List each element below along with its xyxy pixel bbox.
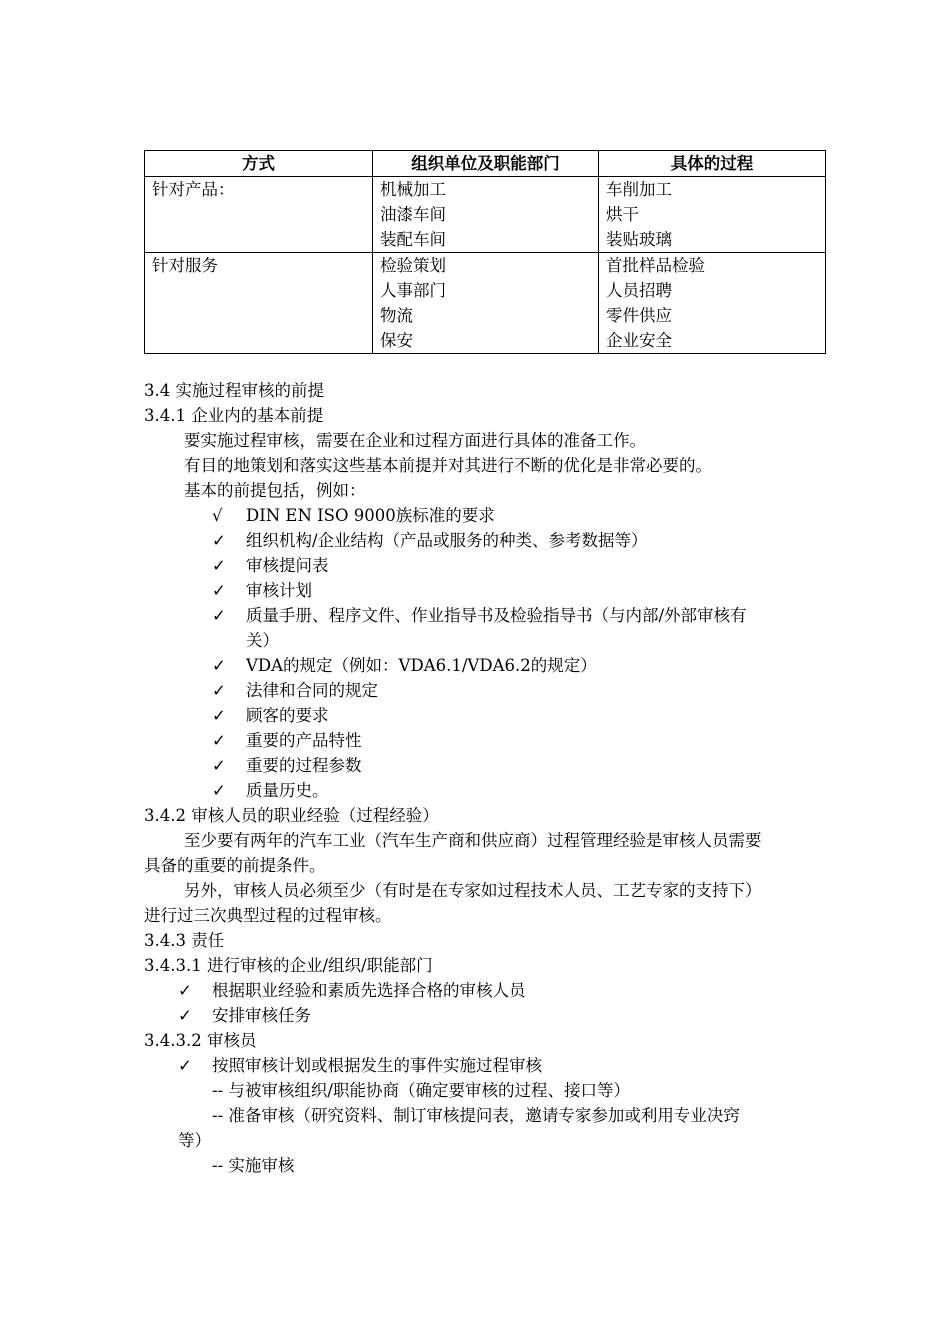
sub-item-continuation: 等） <box>178 1131 211 1150</box>
list-item-text: 重要的过程参数 <box>246 756 362 775</box>
list-item-text: 审核计划 <box>246 581 312 600</box>
checkmark-icon: ✓ <box>212 681 226 700</box>
paragraph: 基本的前提包括，例如： <box>184 481 366 500</box>
list-item <box>178 1003 311 1028</box>
list-item-text: 组织机构/企业结构（产品或服务的种类、参考数据等） <box>246 531 648 550</box>
cell-text: 针对产品： <box>152 180 235 199</box>
process-table <box>144 150 826 354</box>
list-item-text: 重要的产品特性 <box>246 731 362 750</box>
table-cell-mode <box>145 177 373 253</box>
paragraph: 要实施过程审核，需要在企业和过程方面进行具体的准备工作。 <box>184 431 646 450</box>
cell-text: 零件供应 <box>606 306 672 325</box>
checkmark-icon: ✓ <box>178 1006 192 1025</box>
cell-text: 车削加工 <box>606 180 672 199</box>
table-cell-units <box>373 253 599 354</box>
cell-text: 检验策划 <box>380 256 446 275</box>
section-heading-3-4-2: 3.4.2 审核人员的职业经验（过程经验） <box>144 806 439 825</box>
checkmark-icon: ✓ <box>212 581 226 600</box>
sub-item: -- 与被审核组织/职能协商（确定要审核的过程、接口等） <box>212 1081 630 1100</box>
list-item <box>212 653 597 678</box>
list-item <box>178 1053 542 1078</box>
table-row <box>145 253 826 354</box>
cell-text: 油漆车间 <box>380 205 446 224</box>
checkmark-icon: ✓ <box>212 731 226 750</box>
cell-text: 首批样品检验 <box>606 256 705 275</box>
list-item-text: 安排审核任务 <box>212 1006 311 1025</box>
section-heading-3-4-3-2: 3.4.3.2 审核员 <box>144 1031 257 1050</box>
checkmark-icon: ✓ <box>212 706 226 725</box>
checkmark-icon: ✓ <box>212 606 226 625</box>
list-item <box>212 578 312 603</box>
checkmark-icon: ✓ <box>212 756 226 775</box>
table-row <box>145 177 826 253</box>
table-header-processes: 具体的过程 <box>599 151 826 177</box>
list-item-text: VDA的规定（例如：VDA6.1/VDA6.2的规定） <box>246 656 597 675</box>
list-item <box>178 978 526 1003</box>
table-cell-processes <box>599 253 826 354</box>
table-header-units: 组织单位及职能部门 <box>373 151 599 177</box>
paragraph: 具备的重要的前提条件。 <box>144 856 326 875</box>
list-item-text: 质量历史。 <box>246 781 329 800</box>
list-item-text: 顾客的要求 <box>246 706 329 725</box>
list-item <box>212 753 362 778</box>
table-cell-processes <box>599 177 826 253</box>
list-item <box>212 528 648 553</box>
checkmark-icon: ✓ <box>178 1056 192 1075</box>
list-item-text: 根据职业经验和素质先选择合格的审核人员 <box>212 981 526 1000</box>
section-heading-3-4-1: 3.4.1 企业内的基本前提 <box>144 406 324 425</box>
list-item-text: DIN EN ISO 9000族标准的要求 <box>246 506 495 525</box>
paragraph: 至少要有两年的汽车工业（汽车生产商和供应商）过程管理经验是审核人员需要 <box>184 831 762 850</box>
cell-text: 装贴玻璃 <box>606 230 672 249</box>
cell-text: 针对服务 <box>152 256 218 275</box>
table-header-mode: 方式 <box>145 151 373 177</box>
cell-text: 人事部门 <box>380 281 446 300</box>
list-item-continuation: 关） <box>246 631 279 650</box>
cell-text: 机械加工 <box>380 180 446 199</box>
checkmark-icon: ✓ <box>212 531 226 550</box>
list-item-text: 按照审核计划或根据发生的事件实施过程审核 <box>212 1056 542 1075</box>
checkmark-icon: ✓ <box>212 781 226 800</box>
list-item <box>212 603 747 628</box>
cell-text: 企业安全 <box>606 331 672 350</box>
sub-item: -- 实施审核 <box>212 1156 295 1175</box>
list-item-text: 审核提问表 <box>246 556 329 575</box>
list-item <box>212 503 495 528</box>
cell-text: 物流 <box>380 306 413 325</box>
list-item-text: 法律和合同的规定 <box>246 681 378 700</box>
table-cell-units <box>373 177 599 253</box>
section-heading-3-4-3: 3.4.3 责任 <box>144 931 225 950</box>
checkmark-icon: ✓ <box>212 556 226 575</box>
checkmark-icon: ✓ <box>212 656 226 675</box>
checkmark-icon: √ <box>212 506 223 525</box>
list-item <box>212 678 378 703</box>
cell-text: 保安 <box>380 331 413 350</box>
section-heading-3-4: 3.4 实施过程审核的前提 <box>144 381 324 400</box>
paragraph: 进行过三次典型过程的过程审核。 <box>144 906 392 925</box>
checkmark-icon: ✓ <box>178 981 192 1000</box>
table-header-row <box>145 151 826 177</box>
list-item <box>212 728 362 753</box>
cell-text: 烘干 <box>606 205 639 224</box>
table-cell-mode <box>145 253 373 354</box>
list-item <box>212 553 329 578</box>
cell-text: 人员招聘 <box>606 281 672 300</box>
list-item <box>212 703 329 728</box>
cell-text: 装配车间 <box>380 230 446 249</box>
paragraph: 有目的地策划和落实这些基本前提并对其进行不断的优化是非常必要的。 <box>184 456 712 475</box>
paragraph: 另外，审核人员必须至少（有时是在专家如过程技术人员、工艺专家的支持下） <box>184 881 762 900</box>
list-item <box>212 778 329 803</box>
list-item-text: 质量手册、程序文件、作业指导书及检验指导书（与内部/外部审核有 <box>246 606 747 625</box>
sub-item: -- 准备审核（研究资料、制订审核提问表，邀请专家参加或利用专业决窍 <box>212 1106 740 1125</box>
section-heading-3-4-3-1: 3.4.3.1 进行审核的企业/组织/职能部门 <box>144 956 433 975</box>
